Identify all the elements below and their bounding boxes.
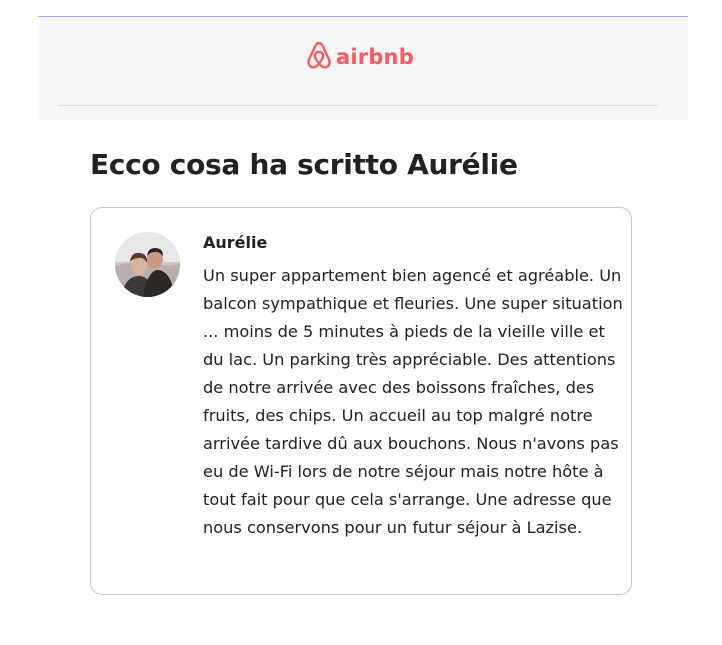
header-divider — [58, 105, 658, 106]
review-author: Aurélie — [203, 233, 268, 252]
page-title: Ecco cosa ha scritto Aurélie — [90, 148, 518, 181]
email-header — [38, 16, 688, 120]
avatar[interactable] — [115, 232, 180, 297]
review-text: Un super appartement bien agencé et agréable. Un balcon sympathique et fleuries. Une super situation ... moins de 5 minutes à pieds de la vieille ville et du lac. Un parking très appréciable. Des attentions de notre arrivée avec des boissons fraîches, des fruits, des chips. Un accueil au top malgré notre arrivée tardive dû aux bouchons. Nous n'avons pas eu de Wi-Fi lors de notre séjour mais notre hôte à tout fait pour que cela s'arrange. Une adresse que nous conservons pour un futur séjour à Lazise. — [203, 266, 623, 537]
airbnb-belo-icon — [306, 40, 332, 74]
airbnb-wordmark: airbnb — [336, 44, 414, 69]
avatar-photo-icon — [115, 232, 180, 297]
airbnb-logo[interactable] — [306, 39, 414, 75]
review-card — [90, 207, 632, 595]
